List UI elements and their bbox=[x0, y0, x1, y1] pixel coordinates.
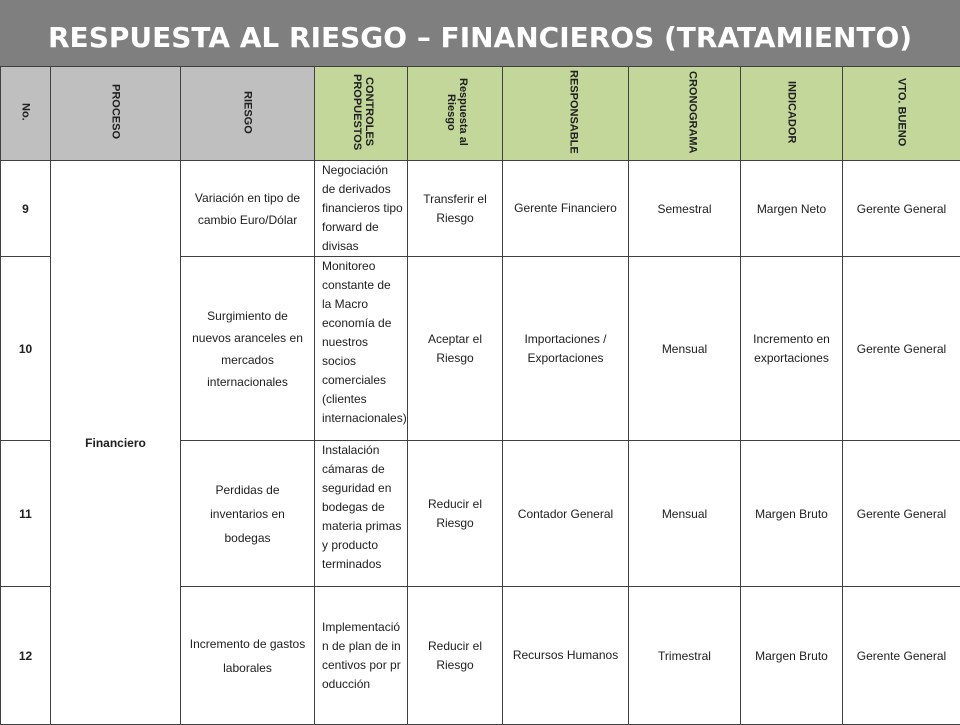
indicator-cell: Incremento en exportaciones bbox=[741, 257, 843, 441]
header-row bbox=[1, 67, 960, 161]
header-responsable: RESPONSABLE bbox=[503, 67, 629, 161]
schedule-cell: Trimestral bbox=[629, 587, 741, 725]
approval-cell: Gerente General bbox=[843, 161, 960, 257]
header-riesgo: RIESGO bbox=[181, 67, 315, 161]
responsible-cell: Contador General bbox=[503, 441, 629, 587]
controls-cell: Implementación de plan de incentivos por producción bbox=[315, 587, 408, 725]
header-proceso: PROCESO bbox=[51, 67, 181, 161]
responsible-cell: Recursos Humanos bbox=[503, 587, 629, 725]
responsible-cell: Gerente Financiero bbox=[503, 161, 629, 257]
response-cell: Reducir el Riesgo bbox=[408, 441, 503, 587]
risk-cell: Incremento de gastos laborales bbox=[181, 587, 315, 725]
header-controles: CONTROLES PROPUESTOS bbox=[315, 67, 408, 161]
title-bar bbox=[0, 0, 960, 66]
row-number: 9 bbox=[1, 161, 51, 257]
risk-cell: Variación en tipo de cambio Euro/Dólar bbox=[181, 161, 315, 257]
approval-cell: Gerente General bbox=[843, 441, 960, 587]
responsible-cell: Importaciones / Exportaciones bbox=[503, 257, 629, 441]
indicator-cell: Margen Bruto bbox=[741, 587, 843, 725]
header-indicador: INDICADOR bbox=[741, 67, 843, 161]
approval-cell: Gerente General bbox=[843, 587, 960, 725]
approval-cell: Gerente General bbox=[843, 257, 960, 441]
process-cell: Financiero bbox=[51, 161, 181, 725]
page-title: RESPUESTA AL RIESGO – FINANCIEROS (TRATAMIENTO) bbox=[48, 21, 912, 54]
risk-response-table bbox=[0, 66, 960, 725]
risk-cell: Surgimiento de nuevos aranceles en mercados internacionales bbox=[181, 257, 315, 441]
table-row bbox=[1, 161, 960, 257]
schedule-cell: Mensual bbox=[629, 257, 741, 441]
header-vto: VTO. BUENO bbox=[843, 67, 960, 161]
row-number: 12 bbox=[1, 587, 51, 725]
schedule-cell: Mensual bbox=[629, 441, 741, 587]
risk-cell: Perdidas de inventarios en bodegas bbox=[181, 441, 315, 587]
row-number: 10 bbox=[1, 257, 51, 441]
header-no: No. bbox=[1, 67, 51, 161]
controls-cell: Instalación cámaras de seguridad en bodegas de materia primas y producto terminados bbox=[315, 441, 408, 587]
controls-cell: Negociación de derivados financieros tipo forward de divisas bbox=[315, 161, 408, 257]
schedule-cell: Semestral bbox=[629, 161, 741, 257]
header-cronograma: CRONOGRAMA bbox=[629, 67, 741, 161]
indicator-cell: Margen Neto bbox=[741, 161, 843, 257]
header-respuesta: Respuesta al Riesgo bbox=[408, 67, 503, 161]
response-cell: Reducir el Riesgo bbox=[408, 587, 503, 725]
response-cell: Transferir el Riesgo bbox=[408, 161, 503, 257]
row-number: 11 bbox=[1, 441, 51, 587]
indicator-cell: Margen Bruto bbox=[741, 441, 843, 587]
controls-cell: Monitoreo constante de la Macro economía de nuestros socios comerciales (clientes internacionales) bbox=[315, 257, 408, 441]
response-cell: Aceptar el Riesgo bbox=[408, 257, 503, 441]
